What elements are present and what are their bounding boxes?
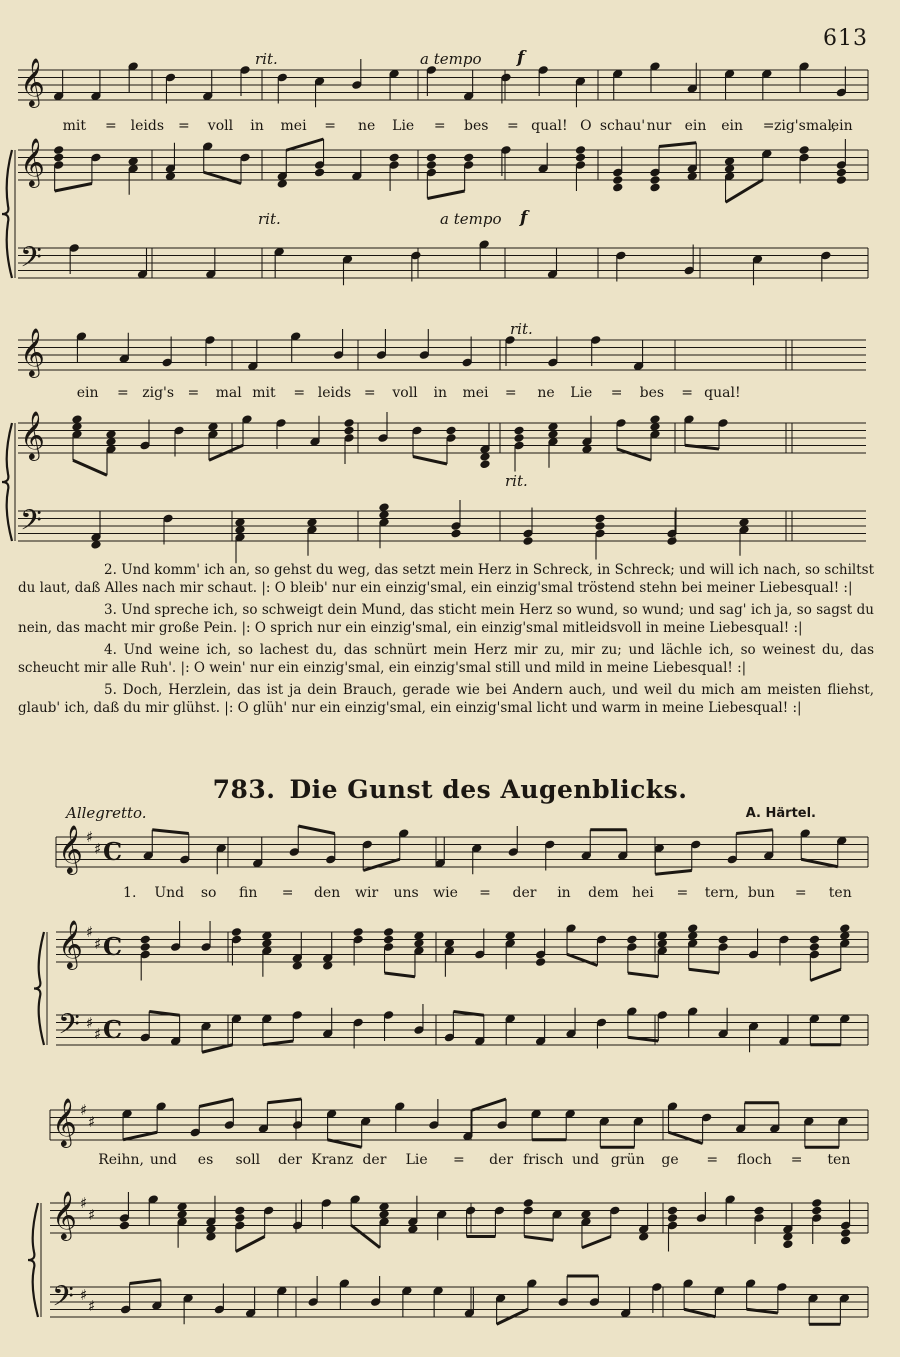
note-head	[262, 939, 272, 948]
lyric-syllable: voll	[207, 118, 234, 134]
lyric-syllable: =	[104, 118, 117, 134]
note-head	[383, 935, 393, 944]
lyric-syllable: =	[506, 118, 519, 134]
beam	[472, 1099, 506, 1110]
lyric-syllable: so	[200, 885, 217, 901]
note-head	[724, 157, 734, 166]
lyric-syllable: Reihn,	[98, 1152, 145, 1168]
beam	[567, 954, 597, 965]
note-head	[235, 525, 245, 534]
lyric-syllable: qual!	[531, 118, 568, 134]
note-head	[54, 153, 64, 162]
lyric-syllable: uns	[393, 885, 419, 901]
lyric-syllable: =	[610, 385, 623, 401]
tempo-marking: Allegretto.	[66, 804, 147, 822]
key-signature-sharp: ♯	[94, 1025, 102, 1043]
note-head	[754, 1206, 764, 1215]
note-head	[575, 153, 585, 162]
note-head	[140, 943, 150, 952]
note-head	[344, 419, 354, 428]
treble-clef: 𝄞	[58, 824, 83, 873]
note-head	[206, 1225, 216, 1234]
note-head	[480, 452, 490, 461]
note-head	[408, 1225, 418, 1234]
bass-clef: 𝄢	[20, 504, 42, 544]
key-signature-sharp: ♯	[86, 1014, 94, 1032]
ritardando-marking-2: rit.	[510, 320, 533, 338]
key-signature-sharp: ♯	[80, 1101, 88, 1119]
note-head	[235, 518, 245, 527]
lyric-syllable: soll	[235, 1152, 261, 1168]
lyric-syllable: frisch	[523, 1152, 564, 1168]
beam	[363, 859, 400, 870]
piano-forte-marking: f	[520, 208, 528, 228]
lyric-syllable: =	[324, 118, 336, 134]
note-head	[783, 1240, 793, 1249]
lyric-syllable: =	[117, 385, 129, 401]
beam	[810, 969, 840, 980]
note-head	[688, 931, 698, 940]
note-head	[140, 935, 150, 944]
bass-clef: 𝄢	[58, 1008, 80, 1048]
time-signature: C	[103, 932, 123, 961]
lyric-syllable: O	[580, 118, 592, 134]
note-head	[799, 146, 809, 155]
key-signature-sharp: ♯	[94, 935, 102, 953]
note-head	[206, 1232, 216, 1241]
ritardando-marking: rit.	[255, 50, 278, 68]
key-signature-sharp: ♯	[86, 828, 94, 846]
lyric-syllable: Lie	[392, 118, 415, 134]
beam	[152, 830, 189, 834]
lyric-syllable: dem	[588, 885, 619, 901]
beam	[385, 973, 415, 977]
lyric-syllable: ne	[537, 385, 555, 401]
lyric-syllable: den	[313, 885, 341, 901]
lyric-syllable: 1.	[123, 885, 137, 901]
lyric-syllable: =	[706, 1152, 719, 1168]
lyric-syllable: =	[762, 118, 775, 134]
note-head	[177, 1202, 187, 1211]
song-title: Die Gunst des Augenblicks.	[289, 775, 688, 804]
note-head	[165, 172, 175, 181]
lyric-syllable: zig'smal,	[773, 118, 837, 134]
piano-brace	[34, 932, 44, 1045]
note-head	[128, 157, 138, 166]
beam	[73, 460, 107, 475]
lyric-syllable: mei	[280, 118, 307, 134]
beam	[655, 871, 692, 875]
beam	[582, 1237, 611, 1248]
treble-clef: 𝄞	[20, 327, 45, 376]
lyric-syllable: der	[362, 1152, 387, 1168]
lyric-syllable: voll	[392, 385, 418, 401]
lyric-syllable: hei	[632, 885, 654, 901]
lyric-syllable: und	[149, 1152, 177, 1168]
note-head	[72, 415, 82, 424]
lyric-syllable: in	[433, 385, 447, 401]
note-head	[657, 931, 667, 940]
note-head	[650, 176, 660, 185]
note-head	[627, 935, 637, 944]
lyric-syllable: =	[187, 385, 200, 401]
beam	[55, 184, 92, 192]
piano-brace	[2, 423, 12, 541]
lyric-syllable: Lie	[405, 1152, 428, 1168]
note-head	[581, 1210, 591, 1219]
lyric-syllable: =	[363, 385, 376, 401]
note-head	[650, 415, 660, 424]
treble-clef: 𝄞	[20, 137, 45, 186]
lyric-syllable: ein	[76, 385, 99, 401]
note-head	[314, 168, 324, 177]
lyric-syllable: =	[794, 885, 807, 901]
lyric-syllable: der	[512, 885, 537, 901]
song-number: 783.	[212, 775, 276, 804]
note-head	[724, 164, 734, 173]
beam	[123, 1132, 157, 1140]
beam	[524, 1237, 553, 1241]
lyric-syllable: in	[250, 118, 264, 134]
note-head	[667, 537, 677, 546]
beam	[204, 172, 241, 183]
lyric-syllable: =	[433, 118, 446, 134]
lyric-syllable: leids	[130, 118, 165, 134]
note-head	[650, 183, 660, 192]
note-head	[292, 961, 302, 970]
note-head	[809, 943, 819, 952]
key-signature-sharp: ♯	[88, 1206, 96, 1224]
note-head	[72, 422, 82, 431]
composer-name: A. Härtel.	[745, 806, 816, 821]
lyric-syllable: bes	[464, 118, 489, 134]
note-head	[277, 179, 287, 188]
lyric-syllable: es	[197, 1152, 214, 1168]
lyric-syllable: =	[681, 385, 693, 401]
note-head	[307, 518, 317, 527]
lyric-syllable: mit	[62, 118, 86, 134]
a-tempo-marking: a tempo	[420, 50, 482, 68]
key-signature-sharp: ♯	[88, 1297, 96, 1315]
note-head	[379, 503, 389, 512]
key-signature-sharp: ♯	[86, 923, 94, 941]
note-head	[836, 168, 846, 177]
note-head	[231, 928, 241, 937]
bass-clef: 𝄢	[52, 1280, 74, 1320]
lyric-syllable: ein	[684, 118, 707, 134]
lyric-syllable: =	[504, 385, 517, 401]
lyric-syllable: leids	[317, 385, 352, 401]
lyric-syllable: bes	[639, 385, 665, 401]
note-head	[840, 931, 850, 940]
note-head	[344, 426, 354, 435]
verses-block	[18, 562, 874, 722]
forte-marking: f	[517, 48, 525, 68]
lyric-syllable: ein	[830, 118, 853, 134]
beam	[669, 1132, 703, 1143]
note-head	[414, 931, 424, 940]
beam	[130, 1280, 161, 1284]
lyric-syllable: bun	[747, 885, 775, 901]
lyric-syllable: qual!	[704, 385, 741, 401]
lyric-syllable: nur	[646, 118, 672, 134]
lyric-syllable: =	[178, 118, 190, 134]
beam	[684, 1309, 715, 1317]
piano-a-tempo-marking: a tempo	[440, 210, 502, 228]
note-head	[262, 931, 272, 940]
note-head	[514, 426, 524, 435]
note-head	[836, 176, 846, 185]
note-head	[536, 958, 546, 967]
note-head	[548, 430, 558, 439]
lyric-syllable: und	[572, 1152, 600, 1168]
note-head	[595, 514, 605, 523]
beam	[413, 457, 447, 465]
beam	[689, 969, 719, 973]
note-head	[464, 153, 474, 162]
lyric-syllable: mit	[252, 385, 276, 401]
note-head	[91, 540, 101, 549]
note-head	[444, 939, 454, 948]
note-head	[106, 437, 116, 446]
lyric-syllable: ein	[721, 118, 743, 134]
note-head	[548, 422, 558, 431]
beam	[202, 1045, 232, 1053]
beam	[628, 973, 658, 977]
note-head	[235, 1214, 245, 1223]
lyric-syllable: mei	[462, 385, 489, 401]
lyric-syllable: =	[453, 1152, 465, 1168]
lyric-syllable: fin	[238, 885, 258, 901]
note-head	[595, 522, 605, 531]
note-head	[650, 422, 660, 431]
verse-4: 4. Und weine ich, so lachest du, das schnürt mein Herz mir zu, mir zu; und lächle ich, so weinest du, das scheucht mir alle Ruh'. |: O wein' nur ein einzig'smal, ein einzig'smal still und mild in meine Liebesqual! :|	[18, 642, 874, 676]
note-head	[235, 1206, 245, 1215]
treble-clef: 𝄞	[20, 57, 45, 106]
note-head	[688, 924, 698, 933]
note-head	[426, 161, 436, 170]
beam	[427, 191, 464, 199]
note-head	[575, 146, 585, 155]
lyric-syllable: zig's	[142, 385, 175, 401]
lyric-syllable: schau'	[599, 118, 646, 134]
beam	[199, 1099, 233, 1107]
note-head	[389, 153, 399, 162]
lyric-syllable: =	[479, 885, 491, 901]
beam	[726, 180, 763, 203]
key-signature-sharp: ♯	[80, 1286, 88, 1304]
song-heading	[0, 775, 900, 804]
lyric-syllable: =	[676, 885, 689, 901]
lyric-syllable: in	[557, 885, 571, 901]
lyric-syllable: ten	[828, 885, 852, 901]
beam	[328, 1140, 362, 1148]
lyric-syllable: der	[278, 1152, 302, 1168]
piano-ritardando-marking-2: rit.	[505, 472, 528, 490]
note-head	[523, 537, 533, 546]
treble-clef: 𝄞	[52, 1097, 77, 1146]
note-head	[667, 1206, 677, 1215]
beam	[736, 830, 773, 834]
lyric-syllable: der	[489, 1152, 514, 1168]
note-head	[783, 1232, 793, 1241]
note-head	[687, 172, 697, 181]
note-head	[446, 426, 456, 435]
note-head	[106, 430, 116, 439]
note-head	[812, 1206, 822, 1215]
lyric-syllable: Lie	[570, 385, 593, 401]
note-head	[451, 529, 461, 538]
piano-ritardando-marking: rit.	[258, 210, 281, 228]
lyric-syllable: wie	[433, 885, 458, 901]
lyric-syllable: tern,	[704, 885, 739, 901]
lyric-syllable: wir	[355, 885, 379, 901]
note-head	[177, 1210, 187, 1219]
note-head	[840, 1229, 850, 1238]
lyric-syllable: ten	[827, 1152, 851, 1168]
note-head	[523, 1199, 533, 1208]
time-signature: C	[103, 837, 123, 866]
note-head	[809, 935, 819, 944]
beam	[267, 1099, 301, 1103]
beam	[263, 1041, 293, 1045]
treble-clef: 𝄞	[52, 1190, 77, 1239]
note-head	[323, 961, 333, 970]
note-head	[613, 183, 623, 192]
piano-brace	[2, 150, 12, 278]
note-head	[208, 422, 218, 431]
verse-5: 5. Doch, Herzlein, das ist ja dein Brauch, gerade wie bei Andern auch, und weil du mich am meisten fliehst, glaub' ich, daß du mir glühst. |: O glüh' nur ein einzig'smal, ein einzig'smal licht und warm in meine Liebesqual! :|	[18, 682, 874, 716]
lyric-syllable: Und	[154, 885, 185, 901]
page-number: 613	[823, 26, 868, 51]
note-head	[639, 1232, 649, 1241]
note-head	[54, 146, 64, 155]
lyric-syllable: mal	[215, 385, 242, 401]
key-signature-sharp: ♯	[94, 840, 102, 858]
verse-2: 2. Und komm' ich an, so gehst du weg, das setzt mein Herz in Schreck, in Schreck; und will ich nach, so schiltst du laut, daß Alles nach mir schaut. |: O bleib' nur ein einzig'smal, ein einzig'smal tröstend stehn bei meiner Liebesqual! :|	[18, 562, 874, 596]
key-signature-sharp: ♯	[80, 1194, 88, 1212]
treble-clef: 𝄞	[58, 919, 83, 968]
note-head	[414, 939, 424, 948]
time-signature: C	[103, 1015, 123, 1044]
beam	[659, 143, 696, 147]
note-head	[379, 1210, 389, 1219]
note-head	[383, 928, 393, 937]
verse-3: 3. Und spreche ich, so schweigt dein Mund, das sticht mein Herz so wund, so wund; und sag' ich ja, so sagst du nein, das macht mir große Pein. |: O sprich nur ein einzig'smal, ein einzig'smal mitleidsvoll in meine Liebesqual! :|	[18, 602, 874, 636]
note-head	[379, 1202, 389, 1211]
note-head	[505, 931, 515, 940]
lyric-syllable: =	[790, 1152, 803, 1168]
treble-clef: 𝄞	[20, 410, 45, 459]
note-head	[480, 460, 490, 469]
beam	[617, 449, 651, 460]
note-head	[718, 935, 728, 944]
note-head	[514, 434, 524, 443]
lyric-syllable: ne	[357, 118, 376, 134]
note-head	[119, 1221, 129, 1230]
piano-brace	[28, 1203, 38, 1317]
beam	[286, 139, 323, 150]
note-head	[353, 928, 363, 937]
note-head	[739, 518, 749, 527]
lyric-syllable: =	[281, 885, 294, 901]
bass-clef: 𝄢	[20, 241, 42, 281]
note-head	[840, 1236, 850, 1245]
note-head	[667, 1214, 677, 1223]
note-head	[426, 153, 436, 162]
note-head	[840, 924, 850, 933]
note-head	[657, 939, 667, 948]
key-signature-sharp: ♯	[88, 1113, 96, 1131]
lyric-syllable: grün	[610, 1152, 645, 1168]
note-head	[812, 1199, 822, 1208]
note-head	[379, 510, 389, 519]
beam	[236, 1237, 265, 1252]
note-head	[613, 176, 623, 185]
beam	[351, 1225, 380, 1248]
lyric-syllable: ge	[661, 1152, 679, 1168]
beam	[801, 859, 838, 867]
beam	[298, 826, 335, 834]
lyric-syllable: Kranz	[311, 1152, 354, 1168]
note-head	[582, 445, 592, 454]
lyric-syllable: =	[293, 385, 306, 401]
lyric-syllable: floch	[737, 1152, 772, 1168]
